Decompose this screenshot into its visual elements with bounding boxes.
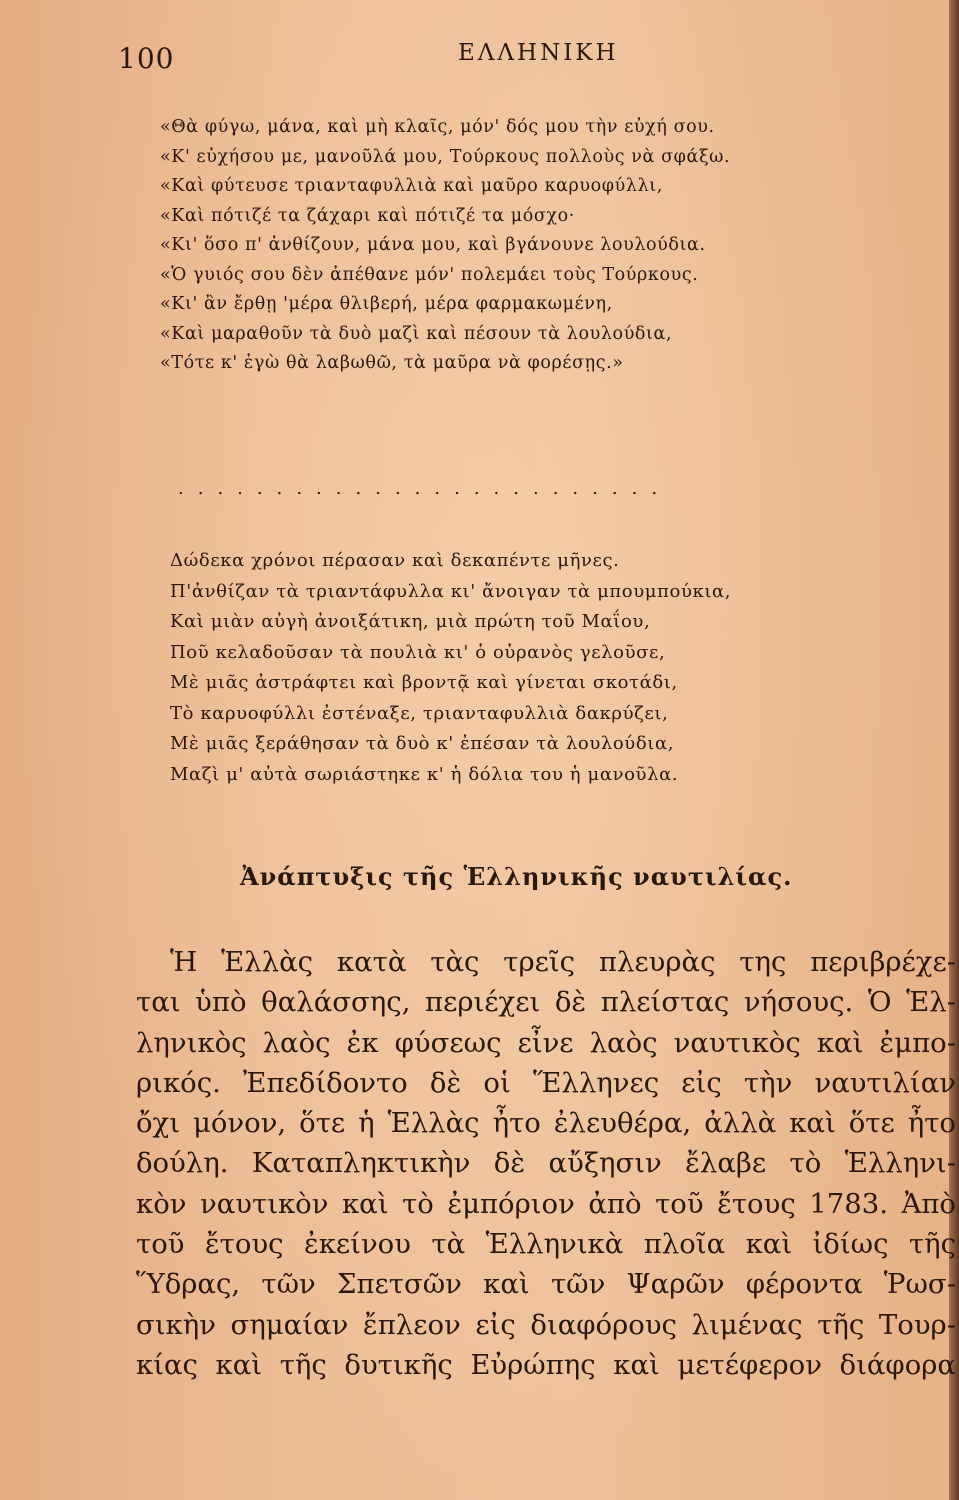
poem-line: Τὸ καρυοφύλλι ἐστέναξε, τριανταφυλλιὰ δακρύζει, [170,702,669,724]
poem-line: «Καὶ μαραθοῦν τὰ δυὸ μαζὶ καὶ πέσουν τὰ λουλούδια, [160,323,673,344]
prose-line: ὄχι μόνον, ὅτε ἡ Ἑλλὰς ἦτο ἐλευθέρα, ἀλλὰ καὶ ὅτε ἦτο [136,1107,956,1140]
poem-line: Μὲ μιᾶς ἀστράφτει καὶ βροντᾷ καὶ γίνεται σκοτάδι, [170,672,678,693]
poem-line: Καὶ μιὰν αὐγὴ ἀνοιξάτικη, μιὰ πρώτη τοῦ Μαΐου, [170,611,651,632]
poem-line: Μαζὶ μ' αὐτὰ σωριάστηκε κ' ἡ δόλια του ἡ μανοῦλα. [170,763,679,785]
prose-paragraph [136,942,956,1385]
poem-stanza-2 [170,546,930,790]
poem-stanza-1 [160,113,920,379]
prose-line: σικὴν σημαίαν ἔπλεον εἰς διαφόρους λιμένας τῆς Τουρ- [136,1308,956,1341]
poem-line: Δώδεκα χρόνοι πέρασαν καὶ δεκαπέντε μῆνες. [170,550,620,571]
prose-line: Ὕδρας, τῶν Σπετσῶν καὶ τῶν Ψαρῶν φέροντα Ῥωσ- [136,1268,956,1301]
poem-line: Π'ἀνθίζαν τὰ τριαντάφυλλα κι' ἄνοιγαν τὰ μπουμπούκια, [170,580,732,602]
poem-line: «Θὰ φύγω, μάνα, καὶ μὴ κλαῖς, μόν' δός μου τὴν εὐχή σου. [160,117,715,137]
prose-line: Ἡ Ἑλλὰς κατὰ τὰς τρεῖς πλευρὰς της περιβρέχε- [170,946,956,978]
dotted-separator: ......................... [178,478,672,499]
prose-line: ται ὑπὸ θαλάσσης, περιέχει δὲ πλείστας νήσους. Ὁ Ἑλ- [136,986,956,1019]
poem-line: «Τότε κ' ἐγὼ θὰ λαβωθῶ, τὰ μαῦρα νὰ φορέσῃς.» [160,353,624,373]
section-heading: Ἀνάπτυξις τῆς Ἑλληνικῆς ναυτιλίας. [240,862,793,891]
prose-line: ρικός. Ἐπεδίδοντο δὲ οἱ Ἕλληνες εἰς τὴν ναυτιλίαν [136,1066,956,1099]
poem-line: «Κι' ἂν ἔρθῃ 'μέρα θλιβερή, μέρα φαρμακωμένη, [160,294,613,314]
poem-line: «Κι' ὅσο π' ἀνθίζουν, μάνα μου, καὶ βγάνουνε λουλούδια. [160,235,706,255]
page-number: 100 [118,42,175,75]
poem-line: «Κ' εὐχήσου με, μανοῦλά μου, Τούρκους πολλοὺς νὰ σφάξω. [160,146,731,167]
prose-line: κίας καὶ τῆς δυτικῆς Εὐρώπης καὶ μετέφερον διάφορα [136,1348,956,1381]
poem-line: «Καὶ πότιζέ τα ζάχαρι καὶ πότιζέ τα μόσχο· [160,205,575,226]
prose-line: κὸν ναυτικὸν καὶ τὸ ἐμπόριον ἀπὸ τοῦ ἔτους 1783. Ἀπὸ [136,1187,956,1220]
prose-line: τοῦ ἔτους ἐκείνου τὰ Ἑλληνικὰ πλοῖα καὶ ἰδίως τῆς [136,1228,956,1261]
poem-line: Ποῦ κελαδοῦσαν τὰ πουλιὰ κι' ὁ οὐρανὸς γελοῦσε, [170,641,666,663]
running-head: ΕΛΛΗΝΙΚΗ [458,40,619,66]
poem-line: Μὲ μιᾶς ξεράθησαν τὰ δυὸ κ' ἐπέσαν τὰ λουλούδια, [170,733,675,754]
prose-line: δούλη. Καταπληκτικὴν δὲ αὔξησιν ἔλαβε τὸ Ἑλληνι- [136,1147,956,1180]
prose-line: ληνικὸς λαὸς ἐκ φύσεως εἶνε λαὸς ναυτικὸς καὶ ἐμπο- [136,1026,956,1059]
poem-line: «Ὁ γυιός σου δὲν ἀπέθανε μόν' πολεμάει τοὺς Τούρκους. [160,264,699,285]
poem-line: «Καὶ φύτευσε τριανταφυλλιὰ καὶ μαῦρο καρυοφύλλι, [160,176,663,196]
